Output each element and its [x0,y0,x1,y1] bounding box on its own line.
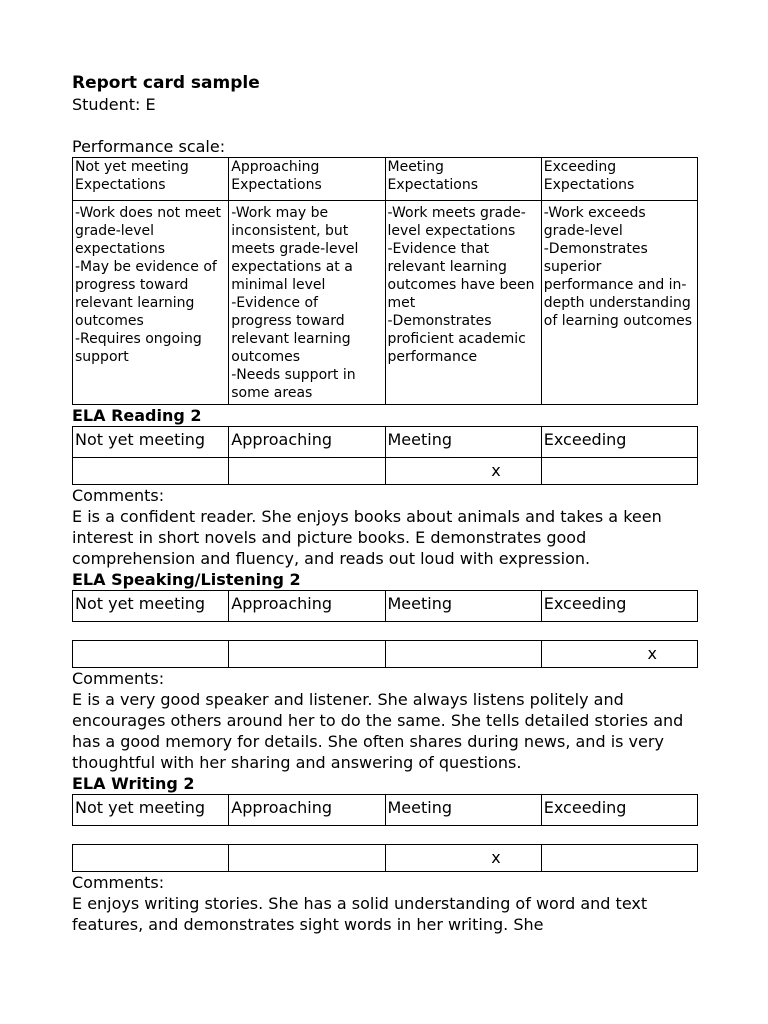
section-title-reading: ELA Reading 2 [72,406,202,425]
scale-header-exceeding: Exceeding Expectations [541,158,697,201]
rating-cell [229,641,385,668]
rating-cell [73,845,229,872]
level-label: Approaching [229,591,385,622]
level-label: Meeting [385,795,541,826]
comments-label: Comments: [72,669,165,688]
comment-speaking-listening: E is a very good speaker and listener. She always listens politely and encourages others around her to do the same. She tells detailed stories and has a good memory for details. She often shares during news, and is very thoughtful with her sharing and answering of questions. [72,690,684,772]
rating-marks-writing [72,844,698,872]
student-name: Student: E [72,95,156,114]
rating-header-speaking [72,590,698,622]
section-title-writing: ELA Writing 2 [72,774,195,793]
level-label: Not yet meeting [73,427,229,458]
level-label: Meeting [385,427,541,458]
rating-mark: x [541,641,697,668]
comments-label: Comments: [72,873,165,892]
scale-label: Performance scale: [72,137,226,156]
rating-header-writing [72,794,698,826]
scale-desc-meeting: -Work meets grade-level expectations -Evidence that relevant learning outcomes have been met -Demonstrates proficient academic performance [385,201,541,405]
level-label: Approaching [229,795,385,826]
level-label: Exceeding [541,427,697,458]
performance-scale-table [72,157,698,405]
level-label: Not yet meeting [73,591,229,622]
scale-desc-exceeding: -Work exceeds grade-level -Demonstrates superior performance and in-depth understanding of learning outcomes [541,201,697,405]
comment-writing: E enjoys writing stories. She has a solid understanding of word and text features, and demonstrates sight words in her writing. She [72,894,648,934]
rating-mark: x [385,458,541,485]
rating-mark: x [385,845,541,872]
rating-cell [541,458,697,485]
rating-cell [229,845,385,872]
scale-header-not-yet: Not yet meeting Expectations [73,158,229,201]
scale-desc-not-yet: -Work does not meet grade-level expectations -May be evidence of progress toward relevant learning outcomes -Requires ongoing support [73,201,229,405]
rating-cell [229,458,385,485]
scale-header-approaching: Approaching Expectations [229,158,385,201]
level-label: Exceeding [541,795,697,826]
scale-desc-approaching: -Work may be inconsistent, but meets grade-level expectations at a minimal level -Evidence of progress toward relevant learning outcomes -Needs support in some areas [229,201,385,405]
level-label: Not yet meeting [73,795,229,826]
level-label: Approaching [229,427,385,458]
rating-cell [385,641,541,668]
rating-cell [73,458,229,485]
rating-table-reading [72,426,698,485]
comments-label: Comments: [72,486,165,505]
rating-cell [541,845,697,872]
comment-reading: E is a confident reader. She enjoys books about animals and takes a keen interest in short novels and picture books. E demonstrates good comprehension and fluency, and reads out loud with expression. [72,507,662,568]
scale-header-meeting: Meeting Expectations [385,158,541,201]
section-title-speaking-listening: ELA Speaking/Listening 2 [72,570,301,589]
document-title: Report card sample [72,73,260,93]
level-label: Meeting [385,591,541,622]
rating-cell [73,641,229,668]
report-card-page [72,72,698,935]
rating-marks-speaking [72,640,698,668]
level-label: Exceeding [541,591,697,622]
